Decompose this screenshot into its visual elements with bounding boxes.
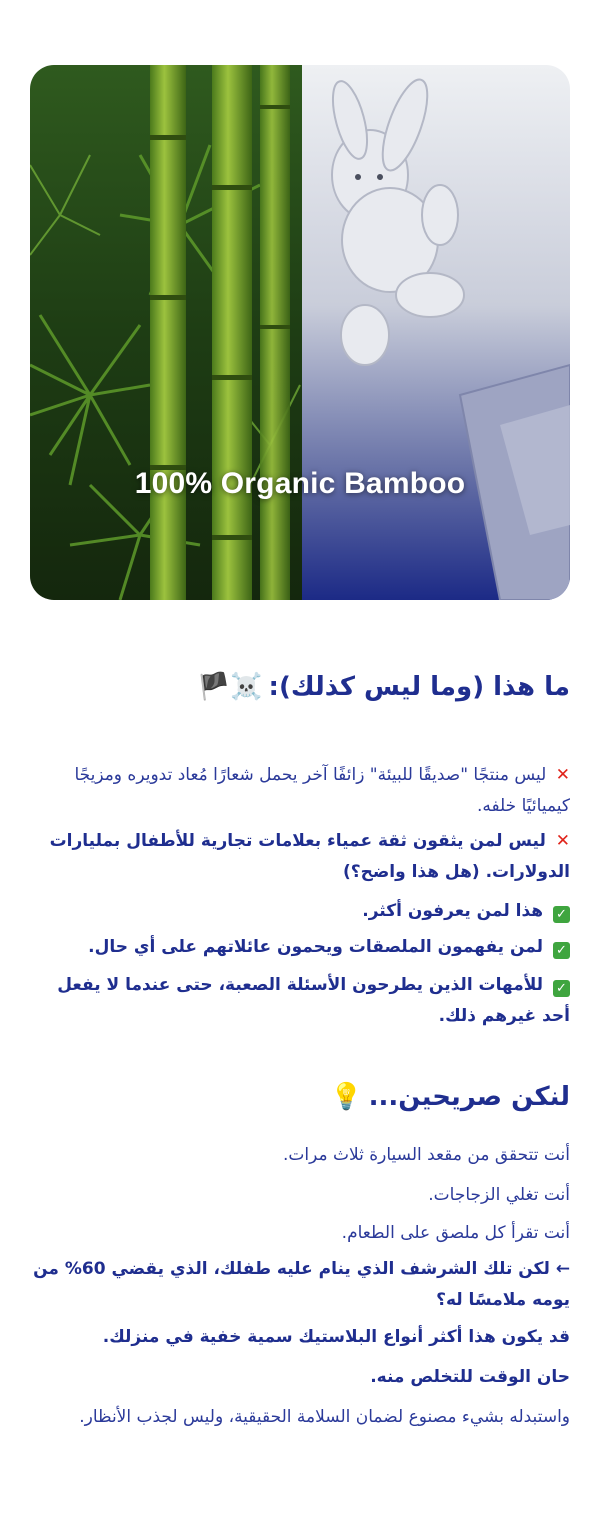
line-sheet-question: ← لكن تلك الشرشف الذي ينام عليه طفلك، الذي يقضي 60% من يومه ملامسًا له؟ — [33, 1259, 570, 1310]
list-item-know-more — [30, 896, 570, 927]
list-item-not-for-trusters — [30, 826, 570, 888]
list-item-text: للأمهات الذين يطرحون الأسئلة الصعبة، حتى عندما لا يفعل أحد غيرهم ذلك. — [57, 975, 570, 1026]
flag-skull-icon: 🏴☠️ — [197, 672, 263, 702]
list-item-understand-labels — [30, 932, 570, 963]
list-item-not-fake — [30, 760, 570, 822]
line-toxic-plastic: قد يكون هذا أكثر أنواع البلاستيك سمية خفية في منزلك. — [102, 1327, 570, 1347]
check-icon: ✓ — [553, 906, 570, 923]
line-bottles: أنت تغلي الزجاجات. — [428, 1185, 570, 1205]
section-heading-what-it-is — [198, 672, 570, 702]
line-replace: واستبدله بشيء مصنوع لضمان السلامة الحقيقية، وليس لجذب الأنظار. — [79, 1407, 570, 1427]
list-item-moms-ask — [30, 970, 570, 1032]
line-food-labels: أنت تقرأ كل ملصق على الطعام. — [341, 1223, 570, 1243]
cross-icon: ✕ — [555, 765, 570, 785]
hero-photo — [30, 65, 570, 600]
list-item-text: ليس لمن يثقون ثقة عمياء بعلامات تجارية للأطفال بمليارات الدولارات. (هل هذا واضح؟) — [49, 831, 570, 882]
list-item-text: ليس منتجًا "صديقًا للبيئة" زائفًا آخر يحمل شعارًا مُعاد تدويره ومزيجًا كيميائيًا خلفه. — [74, 765, 570, 816]
line-time-to-remove: حان الوقت للتخلص منه. — [370, 1367, 570, 1387]
list-item-text: هذا لمن يعرفون أكثر. — [362, 901, 544, 921]
section-heading-text: ما هذا (وما ليس كذلك): — [268, 672, 570, 702]
hero-image — [30, 65, 570, 600]
list-item-text: لمن يفهمون الملصقات ويحمون عائلاتهم على أي حال. — [88, 937, 544, 957]
cross-icon: ✕ — [555, 831, 570, 851]
section-heading-be-honest — [330, 1082, 570, 1112]
check-icon: ✓ — [553, 942, 570, 959]
hero-caption: 100% Organic Bamboo — [134, 467, 466, 500]
line-car-seat: أنت تتحقق من مقعد السيارة ثلاث مرات. — [282, 1145, 570, 1165]
lightbulb-icon: 💡 — [330, 1082, 363, 1112]
check-icon: ✓ — [553, 980, 570, 997]
section-heading-text: لنكن صريحين... — [368, 1082, 570, 1112]
